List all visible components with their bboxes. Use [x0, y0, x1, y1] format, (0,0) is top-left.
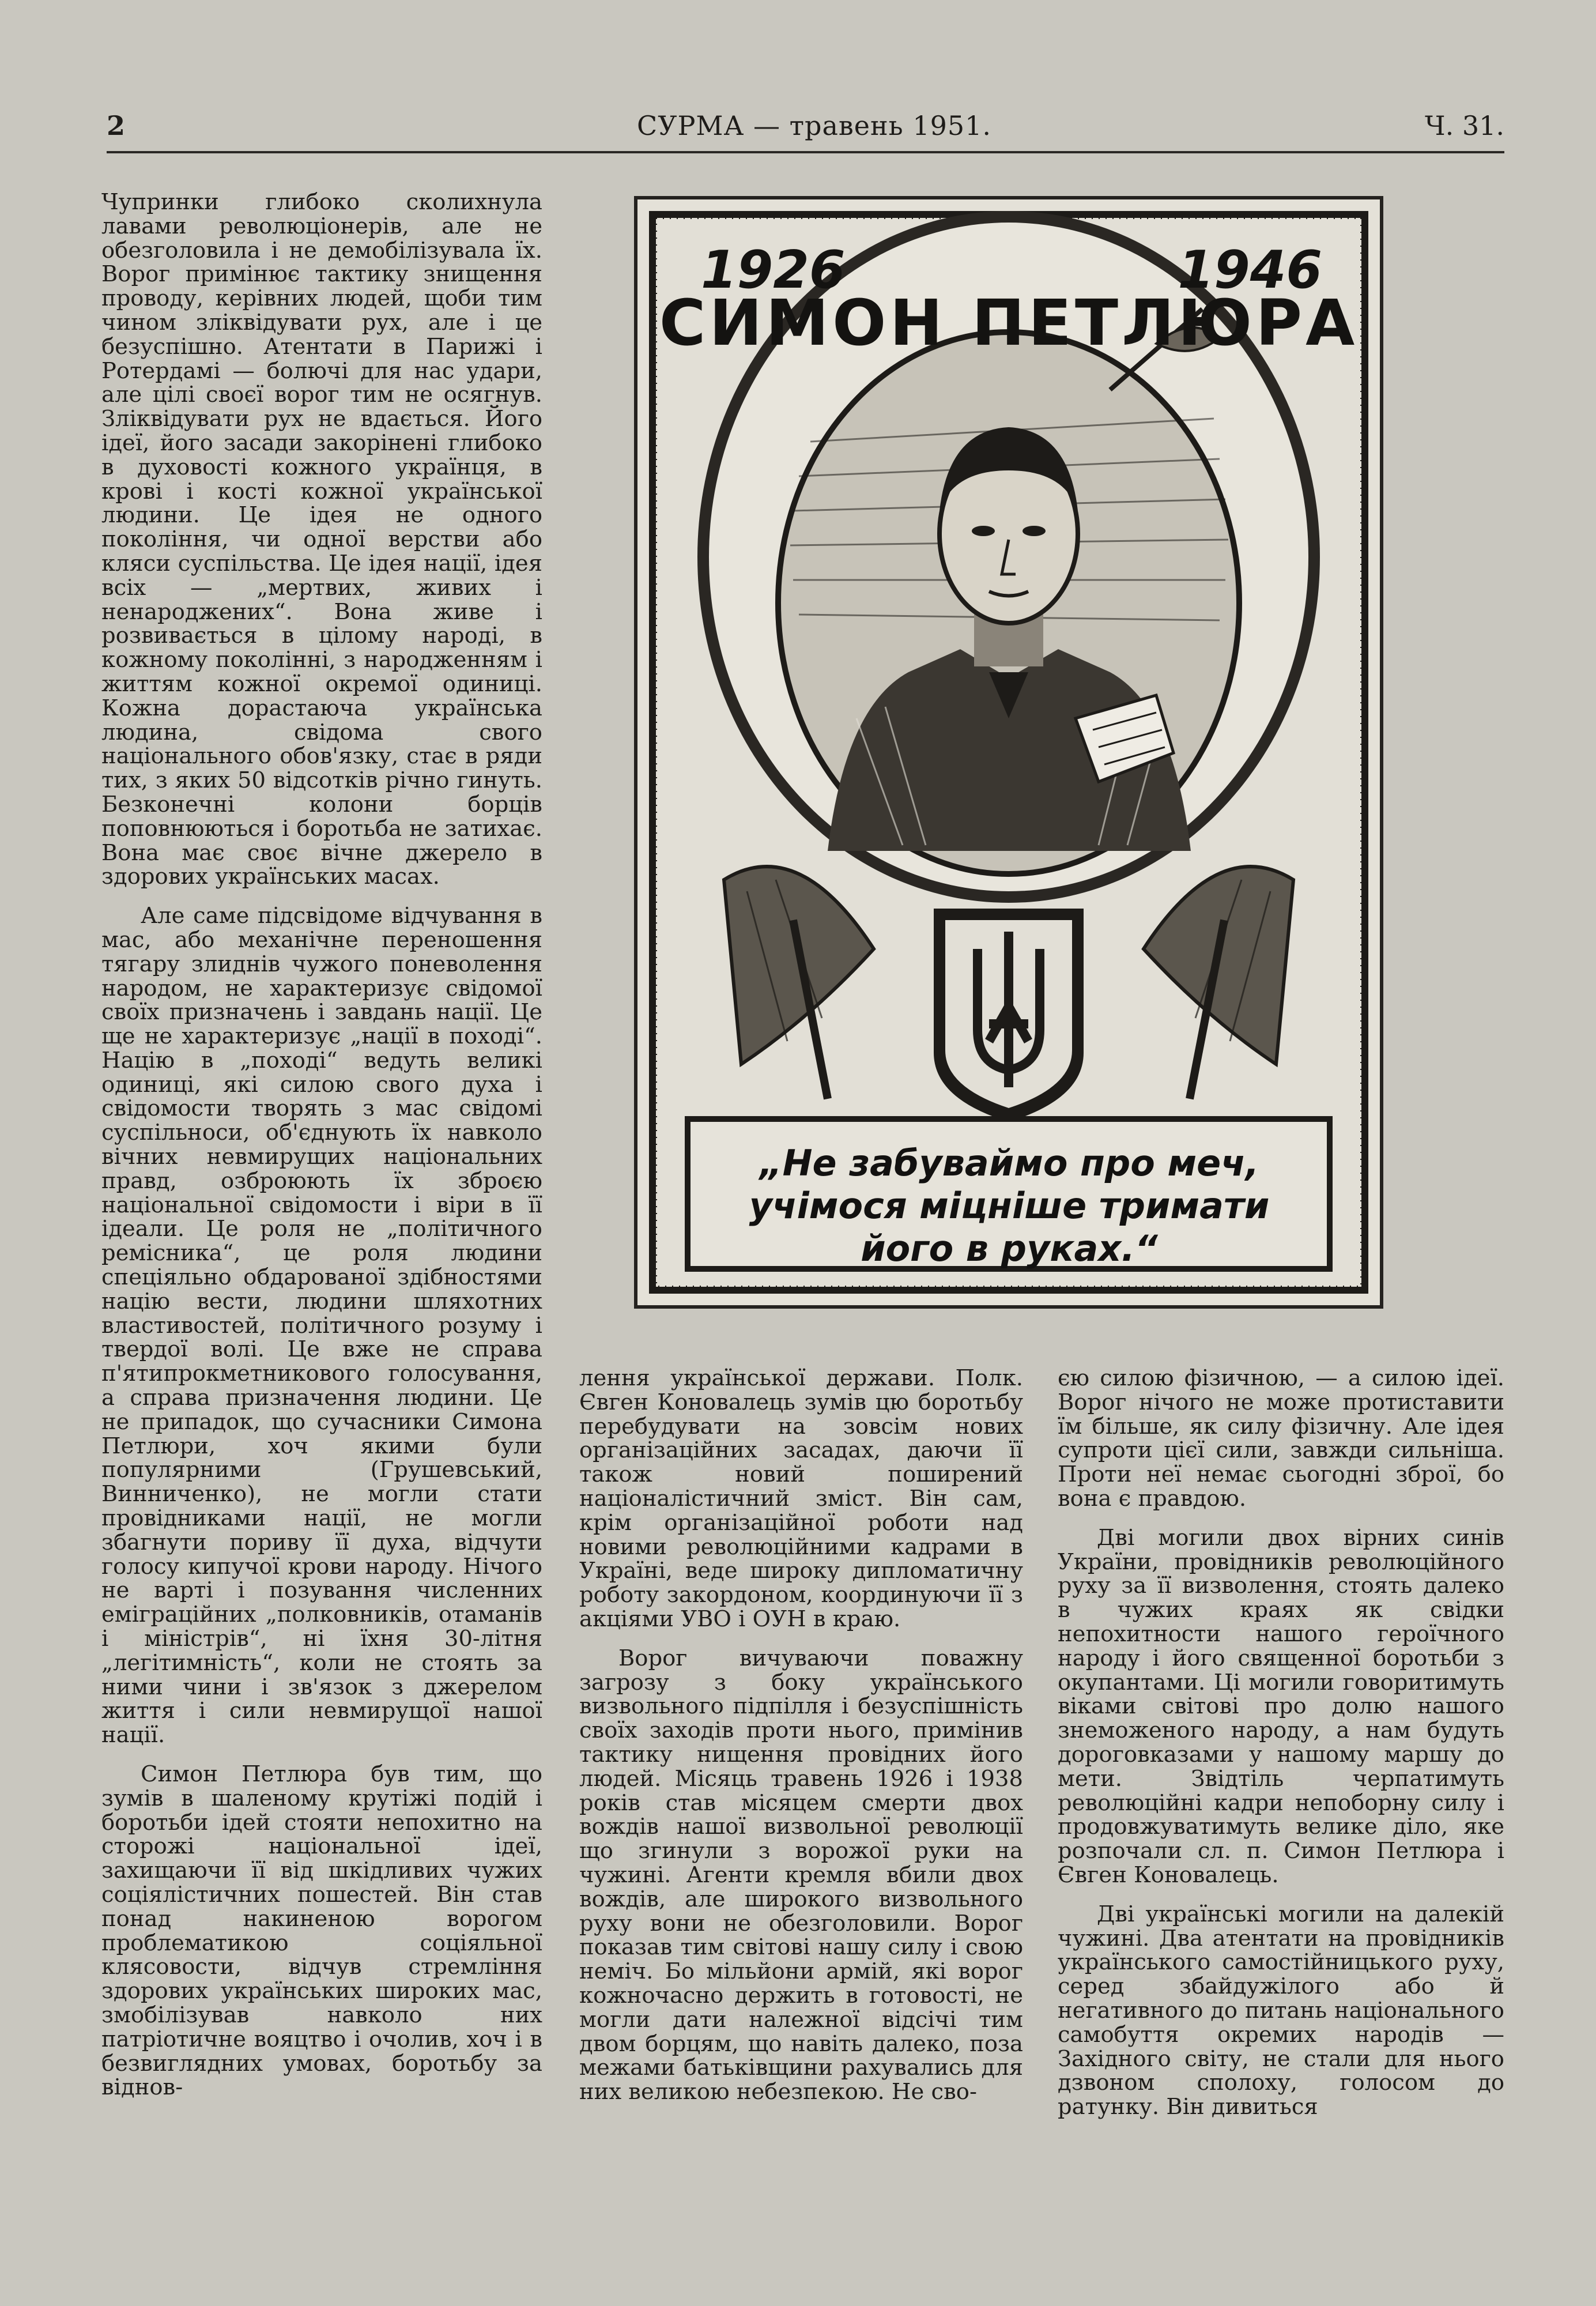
poster-year-left: 1926 [701, 240, 846, 300]
page-header [107, 108, 1504, 155]
article-column-2 [579, 1366, 1023, 2243]
portrait-illustration [637, 199, 1380, 1305]
article-column-1 [101, 190, 542, 2243]
header-rule [107, 151, 1504, 153]
slogan-line: „Не забуваймо про меч, [759, 1142, 1259, 1184]
poster-slogan [692, 1142, 1326, 1278]
paragraph: Але саме підсвідоме відчування в мас, або механічне переношення тягару злиднів чужого поневолення народом, не характеризує свідомої своїх призначень і завдань нації. Це ще не характеризує „нації в поході“. Націю в „поході“ ведуть великі одиниці, які силою свого духа і свідомости творять з мас свідомі суспільноси, об'єднують їх навколо вічних невмирущих національних правд, озброюють їх зброєю національної свідомости і віри в її ідеали. Це роля не „політичного ремісника“, це роля людини спеціяльно обдарованої здібностями націю вести, людини шляхотних властивостей, політичного розуму і твердої волі. Це вже не справа п'ятипрокметникового голосування, а справа призначення людини. Це не припадок, що сучасники Симона Петлюри, хоч якими були популярними (Грушевський, Винниченко), не могли стати провідниками нації, не могли збагнути пориву її духа, відчути голосу кипучої крови народу. Нічого не варті і позування численних еміграційних „полковників, отаманів і міністрів“, ні їхня 30-літня „легітимність“, коли не стоять за ними чини і зв'язок з джерелом життя і сили невмирущої нашої нації. [101, 903, 542, 1749]
poster-name: СИМОН ПЕТЛЮРА [659, 286, 1359, 360]
paragraph: Ворог вичуваючи поважну загрозу з боку українського визвольного підпілля і безуспішність своїх заходів проти нього, примінив тактику нищення провідних його людей. Місяць травень 1926 і 1938 років став місяцем смерти двох вождів нашої визвольної революції що згинули з ворожої руки на чужині. Агенти кремля вбили двох вождів, але широкого визвольного руху вони не обезголовили. Ворог показав тим світові нашу силу і свою неміч. Бо мільйони армій, які ворог кожночасно держить в готовості, не могли дати належної відсічі тим двом борцям, що навіть далеко, поза межами батьківщини рахувались для них великою небезпекою. Не сво- [579, 1645, 1023, 2105]
newspaper-title: СУРМА — травень 1951. [637, 110, 992, 141]
article-column-3 [1058, 1366, 1504, 2243]
slogan-line: його в руках.“ [861, 1227, 1158, 1269]
slogan-line: учімося міцніше тримати [749, 1185, 1270, 1227]
paragraph: єю силою фізичною, — а силою ідеї. Ворог нічого не може протиставити їм більше, як силу фізичну. Але ідея супроти цієї сили, завжди сильніша. Проти неї немає сьогодні зброї, бо вона є правдою. [1058, 1365, 1504, 1512]
poster-year-right: 1946 [1178, 240, 1322, 300]
paragraph: Симон Петлюра був тим, що зумів в шаленому крутіжі подій і боротьби ідей стояти непохитно на сторожі національної ідеї, захищаючи її від шкідливих чужих соціялістичних пошестей. Він став понад накиненою ворогом проблематикою соціяльної клясовости, відчув стремління здорових українських широких мас, змобілізував навколо них патріотичне вояцтво і очолив, хоч і в безвиглядних умовах, боротьбу за віднов- [101, 1761, 542, 2101]
paragraph: Дві могили двох вірних синів України, провідників революційного руху за її визволення, стоять далеко в чужих краях як свідки непохитности нашого героїчного народу і його священної боротьби з окупантами. Ці могили говоритимуть віками світові про долю нашого знеможеного народу, а нам будуть дороговказами у нашому маршу до мети. Звідтіль черпатимуть революційні кадри непоборну силу і продовжуватимуть велике діло, яке розпочали сл. п. Симон Петлюра і Євген Коновалець. [1058, 1524, 1504, 1888]
paragraph: лення української держави. Полк. Євген Коновалець зумів цю боротьбу перебудувати на зовсім нових організаційних засадах, даючи її також новий поширений націоналістичний зміст. Він сам, крім організаційної роботи над новими революційними кадрами в Україні, веде широку дипломатичну роботу закордоном, координуючи її з акціями УВО і ОУН в краю. [579, 1365, 1023, 1632]
paragraph: Чупринки глибоко сколихнула лавами революціонерів, але не обезголовила і не демобілізувала їх. Ворог примінює тактику знищення проводу, керівних людей, щоби тим чином зліквідувати рух, але і це безуспішно. Атентати в Парижі і Ротердамі — болючі для нас удари, але цілі своєї ворог тим не осягнув. Зліквідувати рух не вдається. Його ідеї, його засади закорінені глибоко в духовості кожного українця, в крові і кості кожної української людини. Це ідея не одного покоління, чи одної верстви або кляси суспільства. Це ідея нації, ідея всіх — „мертвих, живих і ненароджених“. Вона живе і розвивається в цілому народі, в кожному поколінні, з народженням і життям кожної окремої одиниці. Кожна дорастаюча українська людина, свідома свого національного обов'язку, стає в ряди тих, з яких 50 відсотків річно гинуть. Безконечні колони борців поповнюються і боротьба не затихає. Вона має своє вічне джерело в здорових українських масах. [101, 189, 542, 890]
paragraph: Дві українські могили на далекій чужині. Два атентати на провідників українського самостійницького руху, серед збайдужілого або й негативного до питань національного самобуття окремих народів — Західного світу, не стали для нього дзвоном сполоху, голосом до ратунку. Він дивиться [1058, 1901, 1504, 2120]
issue-number: Ч. 31. [1425, 110, 1504, 141]
page-number: 2 [107, 110, 126, 141]
petliura-woodcut-poster [634, 196, 1383, 1309]
